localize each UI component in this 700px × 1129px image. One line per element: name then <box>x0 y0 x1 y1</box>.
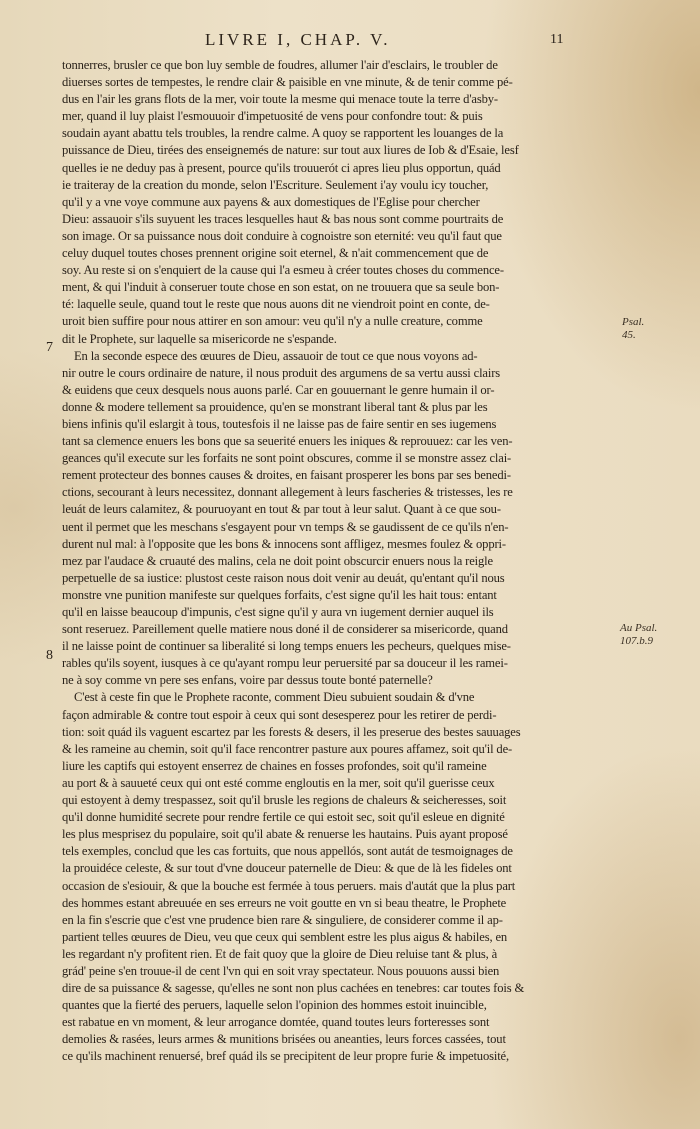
text-line: nir outre le cours ordinaire de nature, il nous produit des argumens de sa vertu aussi clairs <box>62 365 501 380</box>
text-line: son image. Or sa puissance nous doit conduire à cognoistre son eternité: veu qu'il faut que <box>62 228 502 243</box>
text-line: les plus mesprisez du populaire, soit qu'il abate & renuerse les hautains. Puis ayant proposé <box>62 827 508 842</box>
text-line: des hommes estant abreuuée en ses erreurs ne voit goutte en vn si beau theatre, le Prophete <box>62 895 507 910</box>
text-line: ment, & qui l'induit à conseruer toute chose en son estat, on ne trouuera que sa seule bon- <box>62 280 500 295</box>
text-line: grád' peine s'en trouue-il de cent l'vn qui en soit vray spectateur. Nous pouuons aussi bien <box>62 963 500 978</box>
text-line: soy. Au reste si on s'enquiert de la cause qui l'a esmeu à créer toutes choses du commence- <box>62 263 504 278</box>
margin-note-line: 45. <box>622 329 636 341</box>
text-line: leuát de leurs calamitez, & pouruoyant en tout & par tout à leur salut. Quant à ce que sou- <box>62 502 501 517</box>
text-line: quelles ie ne deduy pas à present, pource qu'ils trouuerót ci apres lieu plus opportun, quád <box>62 160 501 175</box>
text-line: en la fin s'escrie que c'est vne prudence bien rare & singuliere, de considerer comme il ap- <box>62 912 503 927</box>
text-line: durent nul mal: à l'opposite que les bons & innocens sont affligez, mesmes foulez & oppri- <box>62 536 506 551</box>
text-line: monstre vne punition manifeste sur quelques forfaits, c'est signe qu'il les hait tous: entant <box>62 587 497 602</box>
text-line: Dieu: assauoir s'ils suyuent les traces lesquelles haut & bas nous sont comme pourtraits de <box>62 211 504 226</box>
text-line: occasion de s'esiouir, & que la bouche est fermée à tous peruers. mais d'autát que la plus part <box>62 878 516 893</box>
text-line: dire de sa puissance & sagesse, qu'elles ne sont non plus cachées en tenebres: car toutes fois & <box>62 981 525 996</box>
text-line: uent il permet que les meschans s'esgayent pour vn temps & se gaudissent de ce qu'ils n'en- <box>62 519 509 534</box>
text-line: & les rameine au chemin, soit qu'il face rencontrer pasture aux poures affamez, soit qu'il de- <box>62 741 513 756</box>
text-line: tels exemples, conclud que les cas fortuits, que nous appellós, sont autát de tesmoignages de <box>62 844 513 859</box>
text-line: En la seconde espece des œuures de Dieu, assauoir de tout ce que nous voyons ad- <box>74 348 478 363</box>
text-line: est rabatue en vn moment, & leur arrogance domtée, quand toutes leurs forteresses sont <box>62 1015 490 1030</box>
text-line: té: laquelle seule, quand tout le reste que nous auons dit ne viendroit point en conte, de- <box>62 297 490 312</box>
text-line: qui estoyent à demy trespassez, soit qu'il brusle les regions de chaleurs & seicheresses, soit <box>62 793 507 808</box>
text-line: les regardant n'y profitent rien. Et de fait quoy que la gloire de Dieu reluise tant & plus, à <box>62 946 498 961</box>
text-line: quantes que la fierté des peruers, laquelle selon l'opinion des hommes estoit inuincible, <box>62 998 487 1013</box>
text-line: qu'il donne humidité secrete pour rendre fertile ce qui estoit sec, soit qu'il esleue en dignité <box>62 810 505 825</box>
text-line: tonnerres, brusler ce que bon luy semble de foudres, allumer l'air d'esclairs, le troubler de <box>62 58 498 72</box>
margin-note-psal-107 <box>620 622 657 648</box>
text-line: ie traiteray de la creation du monde, selon l'Escriture. Seulement i'ay voulu icy toucher, <box>62 177 489 192</box>
text-line: donne & modere tellement sa prouidence, qu'en se monstrant liberal tant & plus par les <box>62 399 488 414</box>
text-line: soudain ayant abattu tels troubles, la rendre calme. A quoy se rapportent les louanges de la <box>62 126 504 141</box>
text-line: ce qu'ils machinent renuersé, bref quád ils se precipitent de leur propre furie & impetuosité, <box>62 1049 509 1064</box>
text-line: tion: soit quád ils vaguent escartez par les forests & desers, il les preserue des bestes sauuages <box>62 724 521 739</box>
text-line: la prouidéce celeste, & sur tout d'vne douceur paternelle de Dieu: & que de là les fideles ont <box>62 861 512 876</box>
margin-note-line: Au Psal. <box>620 622 658 634</box>
text-line: biens infinis qu'il eslargit à tous, toutesfois il ne laisse pas de faire sentir en ses iugemens <box>62 416 497 431</box>
text-line: liure les captifs qui estoyent enserrez de chaines en fosses profondes, soit qu'il rameine <box>62 758 487 773</box>
paragraph-number-7: 7 <box>46 340 53 355</box>
text-line: diuerses sortes de tempestes, le rendre clair & paisible en vne minute, & de tenir comme pé- <box>62 75 513 90</box>
text-line: perpetuelle de sa iustice: plustost ceste raison nous doit venir au deuát, qu'entant qu'il nous <box>62 570 505 585</box>
text-line: dit le Prophete, sur laquelle sa misericorde ne s'espande. <box>62 331 337 346</box>
text-line: rement protecteur des bonnes causes & droites, en faisant prosperer les bons par ses benedi- <box>62 468 511 483</box>
margin-note-line: Psal. <box>622 316 645 328</box>
body-text <box>62 57 613 1066</box>
text-line: & euidens que ceux desquels nous auons parlé. Car en gouuernant le genre humain il or- <box>62 382 495 397</box>
text-line: celuy duquel toutes choses prennent origine soit eternel, & n'ait commencement que de <box>62 246 489 261</box>
text-line: qu'il en laisse beaucoup d'impunis, c'est signe qu'il y aura vn iugement dernier auquel ils <box>62 605 494 619</box>
text-line: il ne laisse point de continuer sa liberalité si long temps enuers les pecheurs, quelques mise- <box>62 639 511 654</box>
margin-note-psal-45 <box>622 316 644 342</box>
text-line: dus en l'air les grans flots de la mer, voir toute la mesme qui menace toute la terre d'asby- <box>62 92 498 107</box>
text-line: rables qu'ils soyent, iusques à ce qu'ayant rompu leur peruersité par sa douceur il les ramei- <box>62 656 508 671</box>
text-line: façon admirable & contre tout espoir à ceux qui sont desesperez pour les retirer de perdi- <box>62 707 497 722</box>
text-line: mer, quand il luy plaist l'esmouuoir d'impetuosité de vens pour confondre tout: & puis <box>62 109 483 124</box>
margin-note-line: 107.b.9 <box>620 635 653 647</box>
running-head: LIVRE I, CHAP. V. <box>205 30 391 49</box>
text-line: partient telles œuures de Dieu, veu que ceux qui semblent estre les plus aigus & habiles, en <box>62 929 508 944</box>
page-number: 11 <box>550 32 564 47</box>
text-line: demolies & rasées, leurs armes & munitions brisées ou aneanties, leurs forces cassées, tout <box>62 1032 506 1047</box>
text-line: puissance de Dieu, tirées des enseignemés de nature: sur tout aux liures de Iob & d'Esaie, lesf <box>62 143 519 158</box>
text-line: geances qu'il execute sur les forfaits ne sont point obscures, comme il se monstre assez clai- <box>62 451 512 466</box>
text-line: sont reseruez. Pareillement quelle matiere nous doné il de considerer sa misericorde, quand <box>62 622 508 637</box>
text-line: mez par l'audace & cruauté des malins, cela ne doit point obscurcir enuers nous la reigle <box>62 553 493 568</box>
paragraph-number-8: 8 <box>46 648 53 663</box>
text-line: qu'il y a vne voye commune aux payens & aux domestiques de l'Eglise pour chercher <box>62 194 480 209</box>
text-line: tant sa clemence enuers les bons que sa seuerité enuers les iniques & reprouuez: car les ven- <box>62 434 513 449</box>
text-line: ctions, secourant à leurs necessitez, donnant allegement à leurs fascheries & tristesses, les re <box>62 485 513 500</box>
text-line: au port & à sauueté ceux qui ont esté comme engloutis en la mer, soit qu'il guerisse ceux <box>62 775 495 790</box>
text-line: ne à soy comme vn pere ses enfans, voire par dessus toute bonté paternelle? <box>62 673 433 688</box>
text-line: C'est à ceste fin que le Prophete raconte, comment Dieu subuient soudain & d'vne <box>74 690 475 705</box>
running-header <box>0 30 700 52</box>
text-line: uroit bien suffire pour nous attirer en son amour: veu qu'il n'y a nulle creature, comme <box>62 314 483 329</box>
